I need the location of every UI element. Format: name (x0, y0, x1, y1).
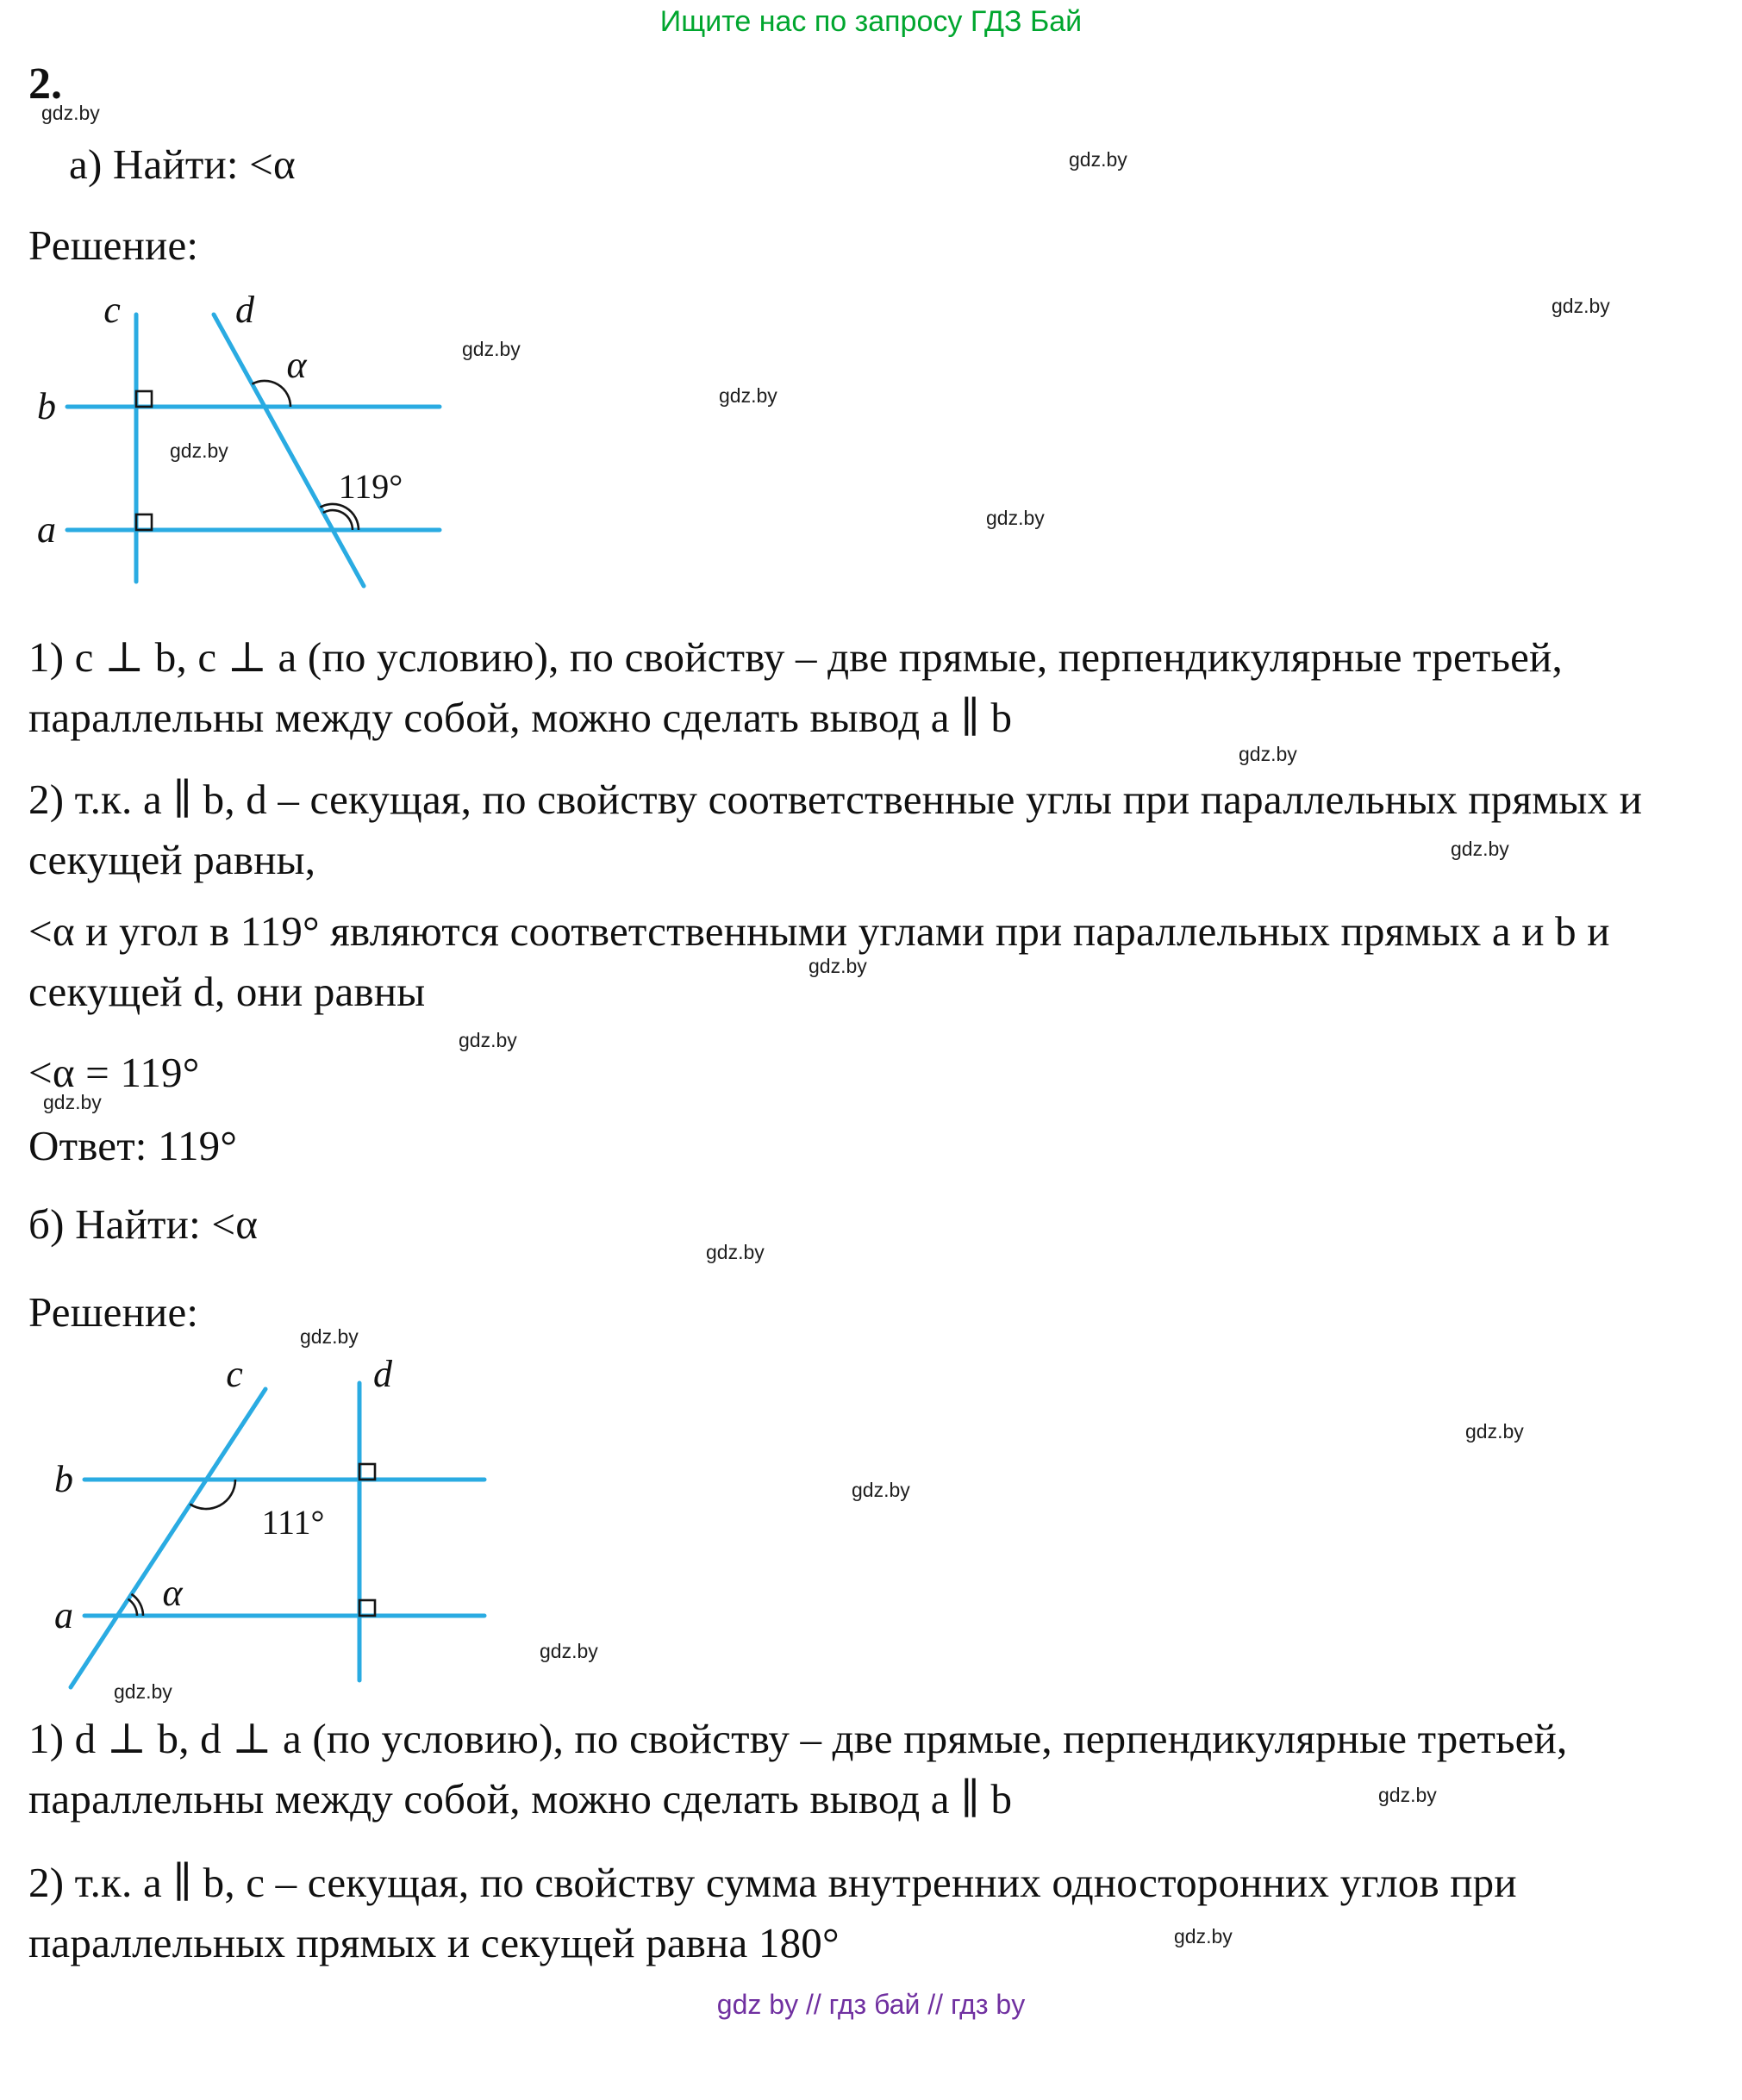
watermark: gdz.by (300, 1325, 359, 1348)
watermark: gdz.by (170, 439, 228, 462)
watermark: gdz.by (462, 338, 521, 360)
watermark: gdz.by (114, 1680, 172, 1703)
watermark: gdz.by (719, 384, 777, 407)
watermark: gdz.by (1069, 148, 1127, 171)
line-label-a: a (37, 508, 56, 551)
line-label-b: b (37, 385, 56, 427)
watermark: gdz.by (1174, 1925, 1233, 1947)
solution-step: <α и угол в 119° являются соответственными углами при параллельных прямых a и b и секущей d, они равны (28, 907, 1610, 1015)
figure-a (26, 293, 465, 603)
watermark: gdz.by (1552, 295, 1610, 317)
watermark: gdz.by (1465, 1420, 1524, 1443)
task-a-title: а) Найти: <α (69, 140, 296, 188)
watermark: gdz.by (986, 507, 1045, 529)
solution-conclusion: <α = 119° (28, 1049, 200, 1096)
solution-step: 1) d ⊥ b, d ⊥ a (по условию), по свойству – две прямые, перпендикулярные третьей, параллельны между собой, можно сделать вывод a ∥ b (28, 1715, 1568, 1823)
angle-label-alpha: α (162, 1572, 183, 1614)
line-label-d: d (373, 1357, 392, 1395)
line-label-b: b (54, 1458, 73, 1500)
watermark: gdz.by (1451, 838, 1509, 860)
watermark: gdz.by (1378, 1784, 1437, 1806)
problem-number: 2. (28, 59, 62, 109)
watermark: gdz.by (852, 1479, 910, 1501)
solution-step: 1) c ⊥ b, c ⊥ a (по условию), по свойству – две прямые, перпендикулярные третьей, параллельны между собой, можно сделать вывод a ∥ b (28, 633, 1563, 741)
watermark: gdz.by (459, 1029, 517, 1051)
watermark: gdz.by (41, 102, 100, 124)
solution-label-b: Решение: (28, 1288, 199, 1336)
watermark: gdz.by (706, 1241, 765, 1263)
line-label-c: c (226, 1357, 243, 1395)
answer-text: Ответ: 119° (28, 1122, 238, 1169)
promo-banner: Ищите нас по запросу ГДЗ Бай (659, 5, 1083, 38)
right-angle-mark (359, 1600, 375, 1616)
watermark: gdz.by (540, 1640, 598, 1662)
footer-tags: gdz by // гдз бай // гдз by (716, 1989, 1026, 2020)
right-angle-mark (136, 391, 152, 407)
solution-step: 2) т.к. a ∥ b, d – секущая, по свойству соответственные углы при параллельных прямых и секущей равны, (28, 776, 1643, 883)
watermark: gdz.by (43, 1091, 102, 1113)
watermark: gdz.by (1239, 743, 1297, 765)
line-c (71, 1389, 265, 1687)
right-angle-mark (136, 514, 152, 530)
right-angle-mark (359, 1464, 375, 1480)
task-b-title: б) Найти: <α (28, 1200, 259, 1248)
solution-step: 2) т.к. a ∥ b, c – секущая, по свойству сумма внутренних односторонних углов при параллельных прямых и секущей равна 180° (28, 1859, 1517, 1966)
solution-label-a: Решение: (28, 221, 199, 269)
angle-arc-alpha-inner (128, 1599, 137, 1616)
angle-label-alpha: α (286, 344, 307, 386)
line-label-c: c (103, 293, 121, 331)
watermark: gdz.by (809, 955, 867, 977)
line-label-a: a (54, 1594, 73, 1636)
line-label-d: d (235, 293, 254, 331)
angle-label-value: 119° (338, 467, 403, 506)
angle-label-value: 111° (261, 1503, 325, 1542)
figure-b (43, 1357, 500, 1702)
